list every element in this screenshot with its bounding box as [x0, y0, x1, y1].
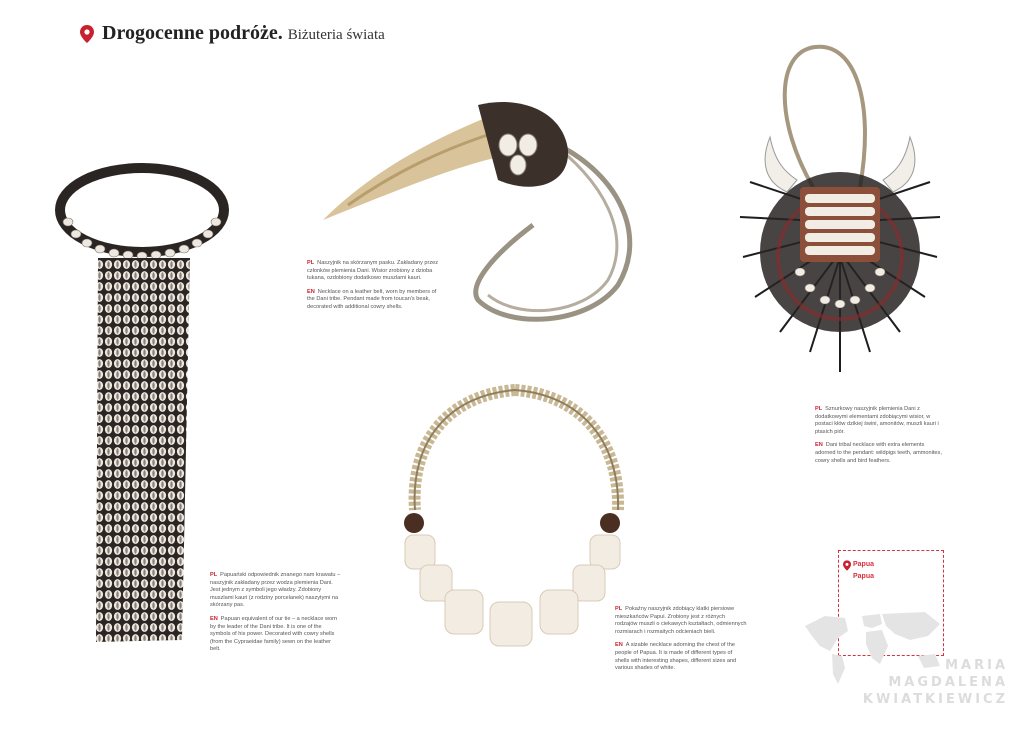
map-label-2: Papua — [853, 573, 875, 580]
caption-pl: PL Naszyjnik na skórzanym pasku. Zakładany przez członków plemienia Dani. Wisior zrobiony z dzioba tukana, ozdobiony dodatkowo muszlami kauri. — [307, 260, 439, 282]
map-location-pin-icon — [843, 560, 851, 571]
caption-shell-necklace — [615, 606, 747, 679]
shell-necklace-image — [390, 380, 635, 650]
map-label-1: Papua — [853, 561, 875, 568]
title-main: Drogocenne podróże. — [102, 22, 283, 44]
caption-pl: PL Sznurkowy naszyjnik plemienia Dani z dodatkowymi elementami zdobiącymi wisior, w postaci kłów dzikiej świni, amonitów, muszli kauri i ptasich piór. — [815, 406, 939, 435]
caption-boar-tusk — [815, 406, 945, 471]
caption-en: EN Dani tribal necklace with extra elements adorned to the pendant: wildpigs teeth, ammonites, cowry shells and bird feathers. — [815, 442, 942, 464]
caption-pl: PL Papuański odpowiednik znanego nam krawatu – naszyjnik zakładany przez wodza plemienia Dani. Jest jednym z symboli jego władzy. Zdobiony muszlami kauri (z rodziny porcelanek) naszytymi na skórzany pas. — [210, 572, 341, 609]
caption-cowry-tie — [210, 572, 342, 660]
page-title — [102, 22, 385, 45]
location-pin-icon — [80, 25, 94, 43]
caption-en: EN Necklace on a leather belt, worn by members of the Dani tribe. Pendant made from toucan's beak, decorated with additional cowry shells. — [307, 288, 437, 310]
watermark: MARIA MAGDALENA KWIATKIEWICZ — [862, 658, 1008, 707]
boar-tusk-necklace-image — [735, 42, 945, 397]
title-sub: Biżuteria świata — [287, 27, 385, 43]
caption-pl: PL Pokaźny naszyjnik zdobiący klatki piersiowe mieszkańców Papui. Zrobiony jest z różnych rodzajów muszli o ciekawych kształtach, odmiennych rozmiarach i rozmaitych odcieniach bieli. — [615, 606, 747, 635]
caption-en: EN A sizable necklace adorning the chest of the people of Papua. It is made of different types of shells with interesting shapes, different sizes and various shades of white. — [615, 642, 737, 672]
caption-hornbill — [307, 260, 439, 318]
caption-en: EN Papuan equivalent of our tie – a necklace worn by the leader of the Dani tribe. It is one of the symbols of his power. Decorated with cowry shells (from the Cypraeidae family) sewn on the leather belt. — [210, 615, 338, 653]
